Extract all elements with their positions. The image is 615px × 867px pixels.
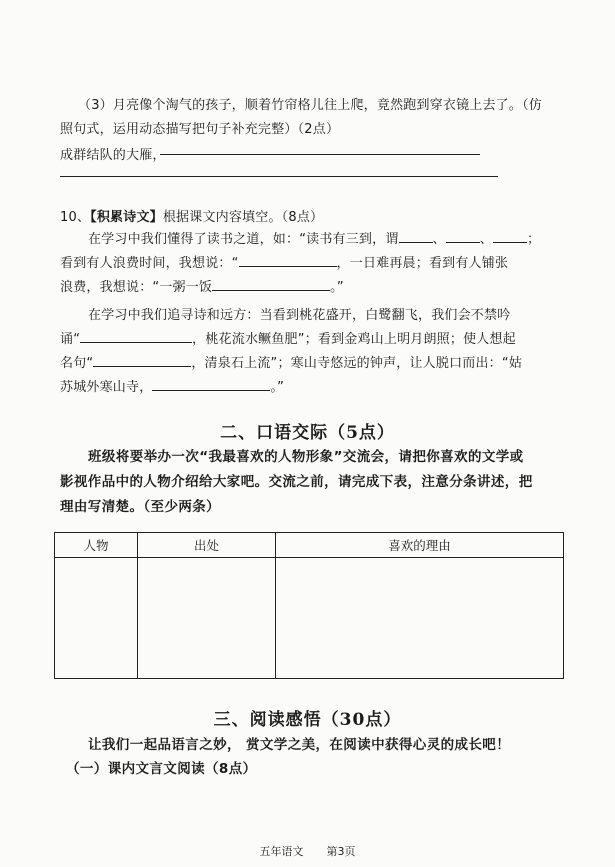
q3-answer-blank-2[interactable]: [60, 176, 498, 177]
q3-line1: （3）月亮像个淘气的孩子，顺着竹帘格儿往上爬，竟然跑到穿衣镜上去了。（仿: [78, 98, 542, 113]
q10-p1-text-a: 在学习中我们懂得了读书之道，如：“读书有三到，谓: [88, 232, 399, 247]
q10-sep-1: 、: [432, 232, 446, 247]
section2-title: 二、口语交际（5点）: [220, 423, 395, 443]
table-header-reason: 喜欢的理由: [276, 533, 564, 558]
section2-line3: 理由写清楚。（至少两条）: [60, 499, 221, 515]
q10-p1-text-d: 浪费，我想说：“一粥一饭: [60, 280, 213, 295]
table-row: [55, 558, 564, 679]
q10-blank-8[interactable]: [152, 379, 270, 391]
q10-p1-line3: [60, 276, 344, 295]
q10-p2-line1: 在学习中我们追寻诗和远方：当看到桃花盛开，白鹭翻飞，我们会不禁吟: [88, 308, 511, 323]
q10-p1-line2: [60, 252, 508, 271]
q10-p1-text-b: 看到有人浪费时间，我想说：“: [60, 256, 239, 271]
q3-answer-prefix: 成群结队的大雁，: [60, 148, 166, 163]
q10-p1-text-c: ，一日难再晨；看到有人铺张: [336, 256, 509, 271]
q10-sep-2: 、: [479, 232, 493, 247]
q10-p2-line4: [60, 376, 284, 395]
character-table: [54, 532, 564, 679]
q10-p2-text-f: 苏城外寒山寺，: [60, 380, 153, 395]
q10-semicolon: ；: [526, 232, 541, 247]
page-footer: [0, 843, 615, 859]
section3-subheading: （一）课内文言文阅读（8点）: [66, 761, 257, 777]
table-header-row: [55, 533, 564, 558]
section3-line1: 让我们一起品语言之妙， 赏文学之美，在阅读中获得心灵的成长吧！: [88, 737, 511, 753]
q10-tag: 【积累诗文】: [90, 210, 163, 225]
q10-p2-text-d: 名句“: [60, 356, 94, 371]
q10-blank-3[interactable]: [493, 231, 527, 243]
footer-subject: 五年语文: [259, 845, 304, 858]
table-header-source: 出处: [138, 533, 276, 558]
q10-p2-line3: [60, 352, 522, 371]
table-header-character: 人物: [55, 533, 138, 558]
section2-line1: 班级将要举办一次“我最喜欢的人物形象”交流会，请把你喜欢的文学或: [88, 449, 524, 465]
q10-p2-text-e: ，清泉石上流”；寒山寺悠远的钟声，让人脱口而出：“姑: [191, 356, 523, 371]
q3-line2: 照句式，运用动态描写把句子补充完整）（2点）: [60, 122, 340, 137]
q10-p2-text-g: 。”: [270, 380, 285, 395]
table-cell-source[interactable]: [138, 558, 276, 679]
section2-line2: 影视作品中的人物介绍给大家吧。交流之前，请完成下表，注意分条讲述，把: [60, 474, 533, 490]
q10-blank-7[interactable]: [93, 355, 191, 367]
q3-answer-blank-1[interactable]: [160, 154, 480, 155]
q10-blank-4[interactable]: [239, 255, 337, 267]
q10-header: [60, 206, 323, 225]
q10-blank-1[interactable]: [399, 231, 433, 243]
q10-p1-text-e: 。”: [330, 280, 344, 295]
q10-p2-text-c: ，桃花流水鳜鱼肥”；看到金鸡山上明月朗照；使人想起: [192, 332, 516, 347]
q10-p2-text-b: 诵“: [60, 332, 81, 347]
q10-number: 10、: [60, 210, 91, 225]
q10-p2-line2: [60, 328, 516, 347]
q10-p1-line1: [88, 228, 540, 247]
q10-blank-5[interactable]: [212, 279, 330, 291]
q10-blank-6[interactable]: [80, 331, 192, 343]
footer-page-number: 第3页: [326, 845, 356, 858]
table-cell-reason[interactable]: [276, 558, 564, 679]
q10-blank-2[interactable]: [446, 231, 480, 243]
q10-instruction: 根据课文内容填空。（8点）: [162, 210, 324, 225]
table-cell-character[interactable]: [55, 558, 138, 679]
section3-title: 三、阅读感悟（30点）: [213, 710, 402, 730]
